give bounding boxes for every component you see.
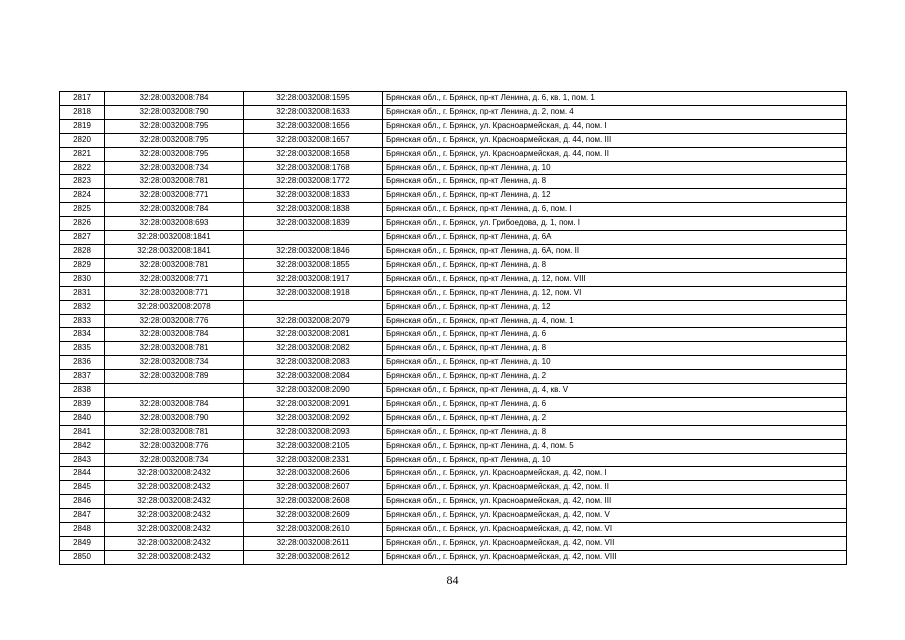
address-cell: Брянская обл., г. Брянск, пр-кт Ленина, д. 6А xyxy=(383,231,847,245)
cadastral-number-cell: 32:28:0032008:781 xyxy=(105,258,244,272)
row-number-cell: 2846 xyxy=(60,495,105,509)
table-row xyxy=(60,133,847,147)
table-row xyxy=(60,217,847,231)
table-row xyxy=(60,411,847,425)
cadastral-number-cell: 32:28:0032008:2078 xyxy=(105,300,244,314)
cadastral-number-cell: 32:28:0032008:2432 xyxy=(105,550,244,564)
address-cell: Брянская обл., г. Брянск, пр-кт Ленина, д. 6 xyxy=(383,328,847,342)
cadastral-number-cell: 32:28:0032008:781 xyxy=(105,425,244,439)
row-number-cell: 2829 xyxy=(60,258,105,272)
table-row xyxy=(60,370,847,384)
premises-cadastral-number-cell: 32:28:0032008:2093 xyxy=(244,425,383,439)
cadastral-number-cell: 32:28:0032008:784 xyxy=(105,92,244,106)
address-cell: Брянская обл., г. Брянск, пр-кт Ленина, д. 10 xyxy=(383,453,847,467)
table-row xyxy=(60,453,847,467)
table-row xyxy=(60,523,847,537)
address-cell: Брянская обл., г. Брянск, пр-кт Ленина, д. 12, пом. VI xyxy=(383,286,847,300)
premises-cadastral-number-cell: 32:28:0032008:2610 xyxy=(244,523,383,537)
row-number-cell: 2822 xyxy=(60,161,105,175)
table-row xyxy=(60,119,847,133)
address-cell: Брянская обл., г. Брянск, пр-кт Ленина, д. 4, пом. 1 xyxy=(383,314,847,328)
cadastral-number-cell: 32:28:0032008:795 xyxy=(105,119,244,133)
row-number-cell: 2817 xyxy=(60,92,105,106)
table-row xyxy=(60,175,847,189)
premises-cadastral-number-cell: 32:28:0032008:1855 xyxy=(244,258,383,272)
address-cell: Брянская обл., г. Брянск, пр-кт Ленина, д. 6А, пом. II xyxy=(383,244,847,258)
address-cell: Брянская обл., г. Брянск, ул. Грибоедова, д. 1, пом. I xyxy=(383,217,847,231)
cadastral-number-cell xyxy=(105,384,244,398)
premises-cadastral-number-cell: 32:28:0032008:2608 xyxy=(244,495,383,509)
row-number-cell: 2838 xyxy=(60,384,105,398)
row-number-cell: 2841 xyxy=(60,425,105,439)
row-number-cell: 2837 xyxy=(60,370,105,384)
address-cell: Брянская обл., г. Брянск, пр-кт Ленина, д. 12 xyxy=(383,189,847,203)
address-cell: Брянская обл., г. Брянск, пр-кт Ленина, д. 6, кв. 1, пом. 1 xyxy=(383,92,847,106)
premises-cadastral-number-cell: 32:28:0032008:1595 xyxy=(244,92,383,106)
table-row xyxy=(60,189,847,203)
row-number-cell: 2845 xyxy=(60,481,105,495)
row-number-cell: 2832 xyxy=(60,300,105,314)
address-cell: Брянская обл., г. Брянск, ул. Красноармейская, д. 44, пом. I xyxy=(383,119,847,133)
table-row xyxy=(60,342,847,356)
address-cell: Брянская обл., г. Брянск, ул. Красноармейская, д. 42, пом. III xyxy=(383,495,847,509)
premises-cadastral-number-cell: 32:28:0032008:1768 xyxy=(244,161,383,175)
table-row xyxy=(60,537,847,551)
premises-cadastral-number-cell: 32:28:0032008:2091 xyxy=(244,397,383,411)
row-number-cell: 2840 xyxy=(60,411,105,425)
table-row xyxy=(60,161,847,175)
table-body xyxy=(60,92,847,565)
cadastral-number-cell: 32:28:0032008:693 xyxy=(105,217,244,231)
row-number-cell: 2836 xyxy=(60,356,105,370)
address-cell: Брянская обл., г. Брянск, пр-кт Ленина, д. 6 xyxy=(383,397,847,411)
table-row xyxy=(60,258,847,272)
table-row xyxy=(60,439,847,453)
premises-cadastral-number-cell: 32:28:0032008:2084 xyxy=(244,370,383,384)
table-row xyxy=(60,425,847,439)
row-number-cell: 2848 xyxy=(60,523,105,537)
row-number-cell: 2818 xyxy=(60,105,105,119)
table-row xyxy=(60,481,847,495)
premises-cadastral-number-cell xyxy=(244,300,383,314)
address-cell: Брянская обл., г. Брянск, пр-кт Ленина, д. 8 xyxy=(383,342,847,356)
table-row xyxy=(60,314,847,328)
row-number-cell: 2849 xyxy=(60,537,105,551)
address-cell: Брянская обл., г. Брянск, ул. Красноармейская, д. 42, пом. II xyxy=(383,481,847,495)
address-cell: Брянская обл., г. Брянск, пр-кт Ленина, д. 10 xyxy=(383,356,847,370)
premises-cadastral-number-cell: 32:28:0032008:1839 xyxy=(244,217,383,231)
table-row xyxy=(60,244,847,258)
premises-cadastral-number-cell: 32:28:0032008:1846 xyxy=(244,244,383,258)
cadastral-number-cell: 32:28:0032008:784 xyxy=(105,328,244,342)
cadastral-number-cell: 32:28:0032008:2432 xyxy=(105,495,244,509)
row-number-cell: 2843 xyxy=(60,453,105,467)
cadastral-number-cell: 32:28:0032008:2432 xyxy=(105,509,244,523)
table-row xyxy=(60,397,847,411)
cadastral-number-cell: 32:28:0032008:2432 xyxy=(105,537,244,551)
row-number-cell: 2839 xyxy=(60,397,105,411)
row-number-cell: 2833 xyxy=(60,314,105,328)
property-table xyxy=(59,91,847,565)
address-cell: Брянская обл., г. Брянск, ул. Красноармейская, д. 42, пом. VIII xyxy=(383,550,847,564)
row-number-cell: 2842 xyxy=(60,439,105,453)
premises-cadastral-number-cell: 32:28:0032008:1918 xyxy=(244,286,383,300)
cadastral-number-cell: 32:28:0032008:734 xyxy=(105,161,244,175)
address-cell: Брянская обл., г. Брянск, ул. Красноармейская, д. 42, пом. VI xyxy=(383,523,847,537)
address-cell: Брянская обл., г. Брянск, ул. Красноармейская, д. 42, пом. I xyxy=(383,467,847,481)
premises-cadastral-number-cell: 32:28:0032008:1658 xyxy=(244,147,383,161)
address-cell: Брянская обл., г. Брянск, пр-кт Ленина, д. 8 xyxy=(383,425,847,439)
row-number-cell: 2824 xyxy=(60,189,105,203)
table-row xyxy=(60,92,847,106)
address-cell: Брянская обл., г. Брянск, пр-кт Ленина, д. 2 xyxy=(383,370,847,384)
address-cell: Брянская обл., г. Брянск, ул. Красноармейская, д. 44, пом. III xyxy=(383,133,847,147)
cadastral-number-cell: 32:28:0032008:771 xyxy=(105,189,244,203)
premises-cadastral-number-cell: 32:28:0032008:2611 xyxy=(244,537,383,551)
row-number-cell: 2847 xyxy=(60,509,105,523)
address-cell: Брянская обл., г. Брянск, пр-кт Ленина, д. 4, пом. 5 xyxy=(383,439,847,453)
table-row xyxy=(60,384,847,398)
cadastral-number-cell: 32:28:0032008:789 xyxy=(105,370,244,384)
table-row xyxy=(60,495,847,509)
premises-cadastral-number-cell: 32:28:0032008:1656 xyxy=(244,119,383,133)
premises-cadastral-number-cell: 32:28:0032008:2606 xyxy=(244,467,383,481)
cadastral-number-cell: 32:28:0032008:790 xyxy=(105,411,244,425)
cadastral-number-cell: 32:28:0032008:781 xyxy=(105,342,244,356)
premises-cadastral-number-cell: 32:28:0032008:2105 xyxy=(244,439,383,453)
address-cell: Брянская обл., г. Брянск, ул. Красноармейская, д. 44, пом. II xyxy=(383,147,847,161)
premises-cadastral-number-cell: 32:28:0032008:1772 xyxy=(244,175,383,189)
premises-cadastral-number-cell: 32:28:0032008:1838 xyxy=(244,203,383,217)
cadastral-number-cell: 32:28:0032008:734 xyxy=(105,356,244,370)
row-number-cell: 2844 xyxy=(60,467,105,481)
premises-cadastral-number-cell: 32:28:0032008:2090 xyxy=(244,384,383,398)
premises-cadastral-number-cell: 32:28:0032008:2082 xyxy=(244,342,383,356)
premises-cadastral-number-cell xyxy=(244,231,383,245)
row-number-cell: 2834 xyxy=(60,328,105,342)
cadastral-number-cell: 32:28:0032008:2432 xyxy=(105,523,244,537)
premises-cadastral-number-cell: 32:28:0032008:2607 xyxy=(244,481,383,495)
premises-cadastral-number-cell: 32:28:0032008:2079 xyxy=(244,314,383,328)
cadastral-number-cell: 32:28:0032008:771 xyxy=(105,286,244,300)
row-number-cell: 2831 xyxy=(60,286,105,300)
cadastral-number-cell: 32:28:0032008:771 xyxy=(105,272,244,286)
premises-cadastral-number-cell: 32:28:0032008:2083 xyxy=(244,356,383,370)
premises-cadastral-number-cell: 32:28:0032008:2092 xyxy=(244,411,383,425)
cadastral-number-cell: 32:28:0032008:2432 xyxy=(105,467,244,481)
premises-cadastral-number-cell: 32:28:0032008:1833 xyxy=(244,189,383,203)
page-number: 84 xyxy=(446,573,459,587)
premises-cadastral-number-cell: 32:28:0032008:1633 xyxy=(244,105,383,119)
cadastral-number-cell: 32:28:0032008:784 xyxy=(105,397,244,411)
row-number-cell: 2828 xyxy=(60,244,105,258)
cadastral-number-cell: 32:28:0032008:2432 xyxy=(105,481,244,495)
row-number-cell: 2835 xyxy=(60,342,105,356)
premises-cadastral-number-cell: 32:28:0032008:2331 xyxy=(244,453,383,467)
table-row xyxy=(60,105,847,119)
table-row xyxy=(60,147,847,161)
address-cell: Брянская обл., г. Брянск, пр-кт Ленина, д. 10 xyxy=(383,161,847,175)
table-row xyxy=(60,286,847,300)
address-cell: Брянская обл., г. Брянск, пр-кт Ленина, д. 2, пом. 4 xyxy=(383,105,847,119)
row-number-cell: 2825 xyxy=(60,203,105,217)
address-cell: Брянская обл., г. Брянск, пр-кт Ленина, д. 4, кв. V xyxy=(383,384,847,398)
table-row xyxy=(60,231,847,245)
row-number-cell: 2819 xyxy=(60,119,105,133)
cadastral-number-cell: 32:28:0032008:734 xyxy=(105,453,244,467)
cadastral-number-cell: 32:28:0032008:784 xyxy=(105,203,244,217)
row-number-cell: 2826 xyxy=(60,217,105,231)
table-row xyxy=(60,272,847,286)
row-number-cell: 2820 xyxy=(60,133,105,147)
cadastral-number-cell: 32:28:0032008:795 xyxy=(105,147,244,161)
address-cell: Брянская обл., г. Брянск, ул. Красноармейская, д. 42, пом. V xyxy=(383,509,847,523)
address-cell: Брянская обл., г. Брянск, пр-кт Ленина, д. 12 xyxy=(383,300,847,314)
row-number-cell: 2830 xyxy=(60,272,105,286)
address-cell: Брянская обл., г. Брянск, ул. Красноармейская, д. 42, пом. VII xyxy=(383,537,847,551)
premises-cadastral-number-cell: 32:28:0032008:2081 xyxy=(244,328,383,342)
table-row xyxy=(60,300,847,314)
table-row xyxy=(60,467,847,481)
premises-cadastral-number-cell: 32:28:0032008:1657 xyxy=(244,133,383,147)
cadastral-number-cell: 32:28:0032008:781 xyxy=(105,175,244,189)
cadastral-number-cell: 32:28:0032008:795 xyxy=(105,133,244,147)
address-cell: Брянская обл., г. Брянск, пр-кт Ленина, д. 6, пом. I xyxy=(383,203,847,217)
table-row xyxy=(60,550,847,564)
address-cell: Брянская обл., г. Брянск, пр-кт Ленина, д. 8 xyxy=(383,175,847,189)
table-row xyxy=(60,509,847,523)
row-number-cell: 2850 xyxy=(60,550,105,564)
row-number-cell: 2821 xyxy=(60,147,105,161)
cadastral-number-cell: 32:28:0032008:790 xyxy=(105,105,244,119)
cadastral-number-cell: 32:28:0032008:1841 xyxy=(105,231,244,245)
premises-cadastral-number-cell: 32:28:0032008:2609 xyxy=(244,509,383,523)
cadastral-number-cell: 32:28:0032008:776 xyxy=(105,439,244,453)
row-number-cell: 2823 xyxy=(60,175,105,189)
cadastral-number-cell: 32:28:0032008:1841 xyxy=(105,244,244,258)
table-row xyxy=(60,203,847,217)
premises-cadastral-number-cell: 32:28:0032008:2612 xyxy=(244,550,383,564)
address-cell: Брянская обл., г. Брянск, пр-кт Ленина, д. 8 xyxy=(383,258,847,272)
table-row xyxy=(60,356,847,370)
cadastral-number-cell: 32:28:0032008:776 xyxy=(105,314,244,328)
row-number-cell: 2827 xyxy=(60,231,105,245)
address-cell: Брянская обл., г. Брянск, пр-кт Ленина, д. 12, пом. VIII xyxy=(383,272,847,286)
table-row xyxy=(60,328,847,342)
premises-cadastral-number-cell: 32:28:0032008:1917 xyxy=(244,272,383,286)
address-cell: Брянская обл., г. Брянск, пр-кт Ленина, д. 2 xyxy=(383,411,847,425)
